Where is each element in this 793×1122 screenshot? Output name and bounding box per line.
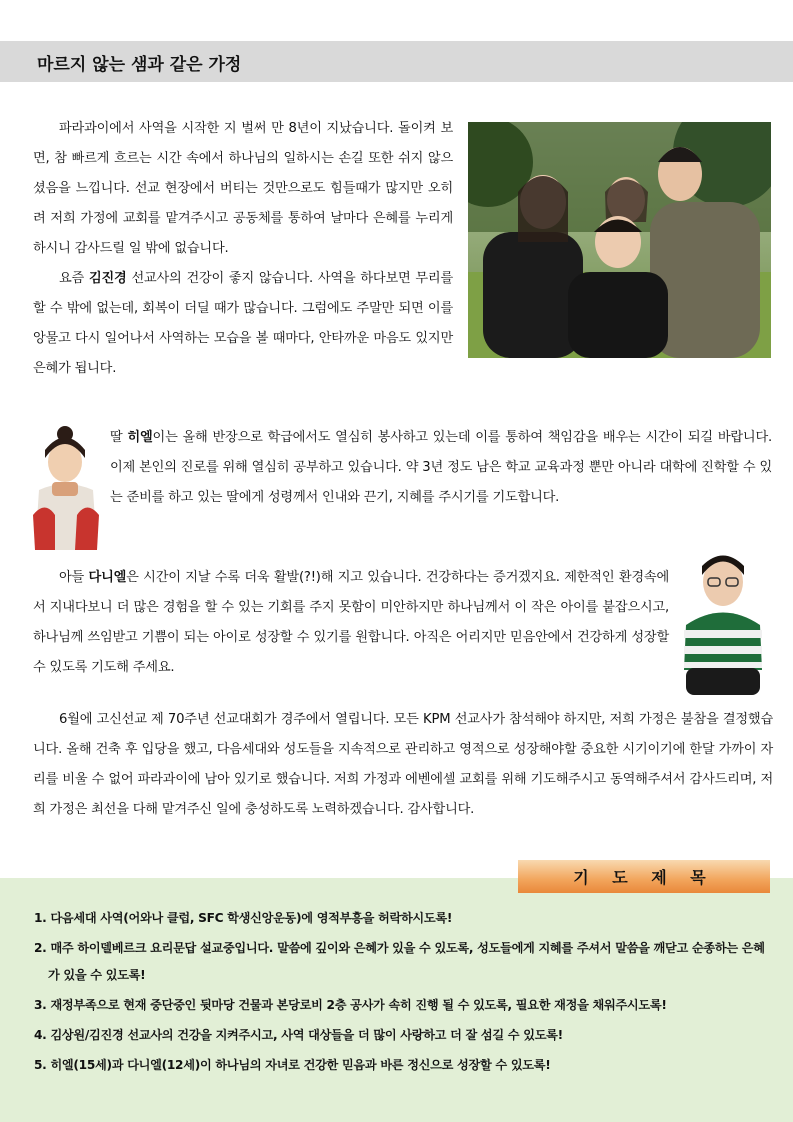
daughter-name: 히엘: [127, 430, 153, 445]
paragraph-health-post: 선교사의 건강이 좋지 않습니다. 사역을 하다보면 무리를 할 수 밖에 없는데, 회복이 더딜 때가 많습니다. 그럼에도 주말만 되면 이를 앙물고 다시 일어나서 사역하는 모습을 볼 때마다, 안타까운 마음도 있지만 은혜가 됩니다.: [33, 271, 453, 376]
son-photo: [678, 530, 768, 695]
paragraph-conference: [33, 705, 773, 825]
prayer-item: 1. 다음세대 사역(어와나 클럽, SFC 학생신앙운동)에 영적부흥을 허락하시도록!: [34, 911, 453, 925]
son-photo-image: [678, 530, 768, 695]
paragraph-son: [33, 563, 669, 683]
missionary-name: 김진경: [88, 271, 127, 286]
prayer-list: [34, 905, 774, 1082]
prayer-item: 3. 재정부족으로 현재 중단중인 뒷마당 건물과 본당로비 2층 공사가 속히 진행 될 수 있도록, 필요한 재정을 채워주시도록!: [34, 998, 667, 1012]
page-title: 마르지 않는 샘과 같은 가정: [37, 55, 242, 75]
family-photo-image: [468, 122, 771, 358]
paragraph-health-pre: 요즘: [59, 271, 89, 286]
daughter-photo-image: [25, 420, 105, 550]
prayer-item: 5. 히엘(15세)과 다니엘(12세)이 하나님의 자녀로 건강한 믿음과 바른 정신으로 성장할 수 있도록!: [34, 1058, 551, 1072]
prayer-item: 2. 매주 하이델베르크 요리문답 설교중입니다. 말씀에 깊이와 은혜가 있을 수 있도록, 성도들에게 지혜를 주셔서 말씀을 깨닫고 순종하는 은혜가 있을 수 있도록!: [34, 941, 765, 982]
prayer-heading: 기 도 제 목: [518, 860, 770, 893]
title-bar: [0, 41, 793, 82]
daughter-photo: [25, 420, 105, 550]
paragraph-intro-text: 파라과이에서 사역을 시작한 지 벌써 만 8년이 지났습니다. 돌이켜 보면, 참 빠르게 흐르는 시간 속에서 하나님의 일하시는 손길 또한 쉬지 않으셨음을 느낍니다. 선교 현장에서 버티는 것만으로도 힘들때가 많지만 오히려 저희 가정에 교회를 맡겨주시고 공동체를 통하여 날마다 은혜를 누리게 하시니 감사드릴 일 밖에 없습니다.: [33, 121, 453, 256]
paragraph-daughter-post: 이는 올해 반장으로 학급에서도 열심히 봉사하고 있는데 이를 통하여 책임감을 배우는 시간이 되길 바랍니다. 이제 본인의 진로를 위해 열심히 공부하고 있습니다. 약 3년 정도 남은 학교 교육과정 뿐만 아니라 대학에 진학할 수 있는 준비를 하고 있는 딸에게 성령께서 인내와 끈기, 지혜를 주시기를 기도합니다.: [110, 430, 773, 505]
paragraph-conference-text: 6월에 고신선교 제 70주년 선교대회가 경주에서 열립니다. 모든 KPM 선교사가 참석해야 하지만, 저희 가정은 불참을 결정했습니다. 올해 건축 후 입당을 했고, 다음세대와 성도들을 지속적으로 관리하고 영적으로 성장해야할 중요한 시기이기에 한달 가까이 자리를 비울 수 없어 파라과이에 남아 있기로 했습니다. 저희 가정과 에벤에셀 교회를 위해 기도해주시고 동역해주셔서 감사드리며, 저희 가정은 최선을 다해 맡겨주신 일에 충성하도록 노력하겠습니다. 감사합니다.: [33, 712, 773, 817]
son-name: 다니엘: [88, 570, 127, 585]
paragraph-daughter: [110, 423, 772, 513]
paragraph-son-post: 은 시간이 지날 수록 더욱 활발(?!)해 지고 있습니다. 건강하다는 증거겠지요. 제한적인 환경속에서 지내다보니 더 많은 경험을 할 수 있는 기회를 주지 못함이 미안하지만 하나님께서 이 작은 아이를 붙잡으시고, 하나님께 쓰임받고 기쁨이 되는 아이로 성장할 수 있기를 원합니다. 아직은 어리지만 믿음안에서 건강하게 성장할 수 있도록 기도해 주세요.: [33, 570, 669, 675]
family-photo: [468, 122, 771, 358]
paragraph-daughter-pre: 딸: [110, 430, 128, 445]
paragraph-intro: [33, 114, 453, 384]
prayer-item: 4. 김상원/김진경 선교사의 건강을 지켜주시고, 사역 대상들을 더 많이 사랑하고 더 잘 섬길 수 있도록!: [34, 1028, 563, 1042]
paragraph-son-pre: 아들: [59, 570, 89, 585]
